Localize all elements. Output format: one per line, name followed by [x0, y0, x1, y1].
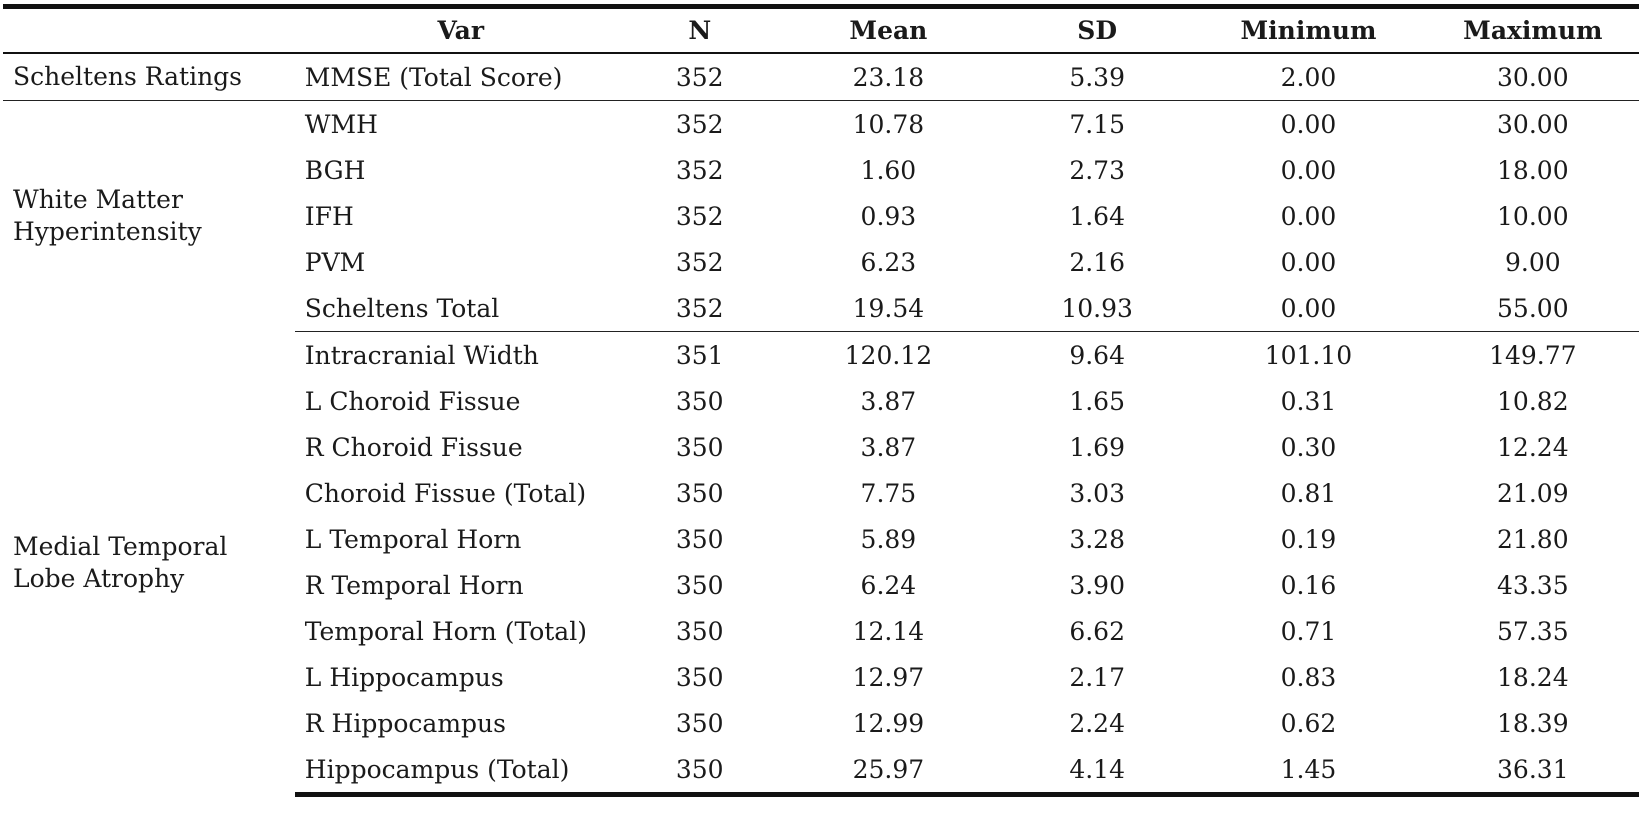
cell-var: BGH [304, 155, 366, 185]
cell-sd: 2.16 [1069, 247, 1125, 277]
cell-mean: 12.14 [852, 616, 925, 646]
cell-minimum: 101.10 [1264, 340, 1353, 370]
cell-mean: 6.24 [860, 570, 917, 600]
cell-minimum: 0.83 [1280, 662, 1337, 692]
cell-maximum: 18.39 [1497, 708, 1569, 738]
cell-mean: 5.89 [860, 524, 917, 554]
cell-minimum: 0.00 [1280, 201, 1337, 231]
cell-mean: 1.60 [860, 155, 917, 185]
cell-n: 350 [675, 524, 724, 554]
cell-sd: 3.90 [1069, 570, 1125, 600]
cell-var: Choroid Fissue (Total) [304, 478, 587, 508]
cell-var: R Hippocampus [304, 708, 506, 738]
cell-sd: 9.64 [1069, 340, 1125, 370]
cell-var: IFH [304, 201, 354, 231]
cell-maximum: 30.00 [1427, 53, 1639, 101]
table-row [3, 332, 1639, 379]
cell-sd: 7.15 [1069, 109, 1125, 139]
cell-var: PVM [304, 247, 366, 277]
cell-sd: 1.65 [1069, 386, 1125, 416]
cell-minimum: 0.00 [1280, 155, 1337, 185]
cell-var: Temporal Horn (Total) [304, 616, 587, 646]
cell-var: R Temporal Horn [304, 570, 524, 600]
cell-n: 351 [675, 340, 724, 370]
cell-n: 350 [675, 570, 724, 600]
cell-minimum: 0.71 [1280, 616, 1337, 646]
cell-n: 350 [675, 478, 724, 508]
descriptive-statistics-table [3, 4, 1639, 797]
cell-n: 350 [675, 708, 724, 738]
cell-var: MMSE (Total Score) [295, 53, 627, 101]
cell-mean: 3.87 [860, 386, 917, 416]
cell-sd: 1.69 [1069, 432, 1125, 462]
cell-var: Hippocampus (Total) [295, 746, 627, 795]
cell-sd: 4.14 [1004, 746, 1190, 795]
cell-var: Intracranial Width [304, 340, 539, 370]
cell-mean: 120.12 [844, 340, 933, 370]
header-sd: SD [1004, 7, 1190, 54]
cell-var: L Choroid Fissue [304, 386, 521, 416]
header-maximum: Maximum [1427, 7, 1639, 54]
cell-mean: 6.23 [860, 247, 917, 277]
cell-var: L Temporal Horn [304, 524, 522, 554]
header-minimum: Minimum [1190, 7, 1426, 54]
cell-n: 350 [627, 746, 773, 795]
table-header [3, 7, 1639, 54]
cell-maximum: 55.00 [1427, 285, 1639, 332]
cell-minimum: 1.45 [1190, 746, 1426, 795]
cell-n: 350 [675, 432, 724, 462]
cell-sd: 3.28 [1069, 524, 1125, 554]
cell-maximum: 149.77 [1489, 340, 1577, 370]
header-var: Var [295, 7, 627, 54]
cell-minimum: 2.00 [1190, 53, 1426, 101]
cell-sd: 2.73 [1069, 155, 1125, 185]
cell-n: 352 [627, 285, 773, 332]
cell-var: L Hippocampus [304, 662, 504, 692]
table-row [3, 53, 1639, 101]
cell-minimum: 0.00 [1190, 285, 1426, 332]
cell-mean: 12.99 [852, 708, 925, 738]
cell-minimum: 0.16 [1280, 570, 1337, 600]
cell-var: R Choroid Fissue [304, 432, 523, 462]
cell-maximum: 10.82 [1497, 386, 1569, 416]
cell-n: 352 [627, 53, 773, 101]
cell-maximum: 57.35 [1497, 616, 1569, 646]
cell-minimum: 0.30 [1280, 432, 1337, 462]
cell-maximum: 12.24 [1497, 432, 1569, 462]
cell-n: 352 [675, 109, 724, 139]
cell-maximum: 21.80 [1497, 524, 1569, 554]
cell-sd: 5.39 [1004, 53, 1190, 101]
header-group [3, 7, 295, 54]
cell-n: 350 [675, 662, 724, 692]
table-row [3, 101, 1639, 148]
header-mean: Mean [773, 7, 1004, 54]
cell-var: Scheltens Total [295, 285, 627, 332]
cell-mean: 7.75 [860, 478, 917, 508]
cell-var: WMH [304, 109, 378, 139]
group-label: Medial Temporal Lobe Atrophy [13, 532, 228, 593]
cell-maximum: 10.00 [1497, 201, 1569, 231]
cell-sd: 2.24 [1069, 708, 1125, 738]
cell-maximum: 18.24 [1497, 662, 1569, 692]
cell-maximum: 18.00 [1497, 155, 1569, 185]
group-label: Scheltens Ratings [3, 53, 295, 101]
cell-minimum: 0.00 [1280, 109, 1337, 139]
header-n: N [627, 7, 773, 54]
cell-mean: 0.93 [860, 201, 917, 231]
cell-maximum: 30.00 [1497, 109, 1569, 139]
cell-minimum: 0.19 [1280, 524, 1337, 554]
cell-mean: 25.97 [773, 746, 1004, 795]
cell-mean: 19.54 [773, 285, 1004, 332]
cell-mean: 12.97 [852, 662, 925, 692]
cell-n: 352 [675, 247, 724, 277]
cell-sd: 2.17 [1069, 662, 1125, 692]
cell-n: 352 [675, 155, 724, 185]
cell-sd: 10.93 [1004, 285, 1190, 332]
cell-mean: 23.18 [773, 53, 1004, 101]
cell-n: 350 [675, 386, 724, 416]
cell-maximum: 36.31 [1427, 746, 1639, 795]
cell-minimum: 0.62 [1280, 708, 1337, 738]
table-body [3, 53, 1639, 795]
cell-sd: 3.03 [1069, 478, 1125, 508]
cell-maximum: 9.00 [1504, 247, 1561, 277]
cell-minimum: 0.81 [1280, 478, 1337, 508]
cell-mean: 3.87 [860, 432, 917, 462]
cell-n: 352 [675, 201, 724, 231]
cell-maximum: 43.35 [1497, 570, 1569, 600]
cell-minimum: 0.00 [1280, 247, 1337, 277]
header-row [3, 7, 1639, 54]
cell-maximum: 21.09 [1497, 478, 1569, 508]
cell-sd: 1.64 [1069, 201, 1125, 231]
cell-minimum: 0.31 [1280, 386, 1337, 416]
group-label: White Matter Hyperintensity [13, 185, 202, 247]
cell-n: 350 [675, 616, 724, 646]
cell-sd: 6.62 [1069, 616, 1125, 646]
cell-mean: 10.78 [852, 109, 925, 139]
